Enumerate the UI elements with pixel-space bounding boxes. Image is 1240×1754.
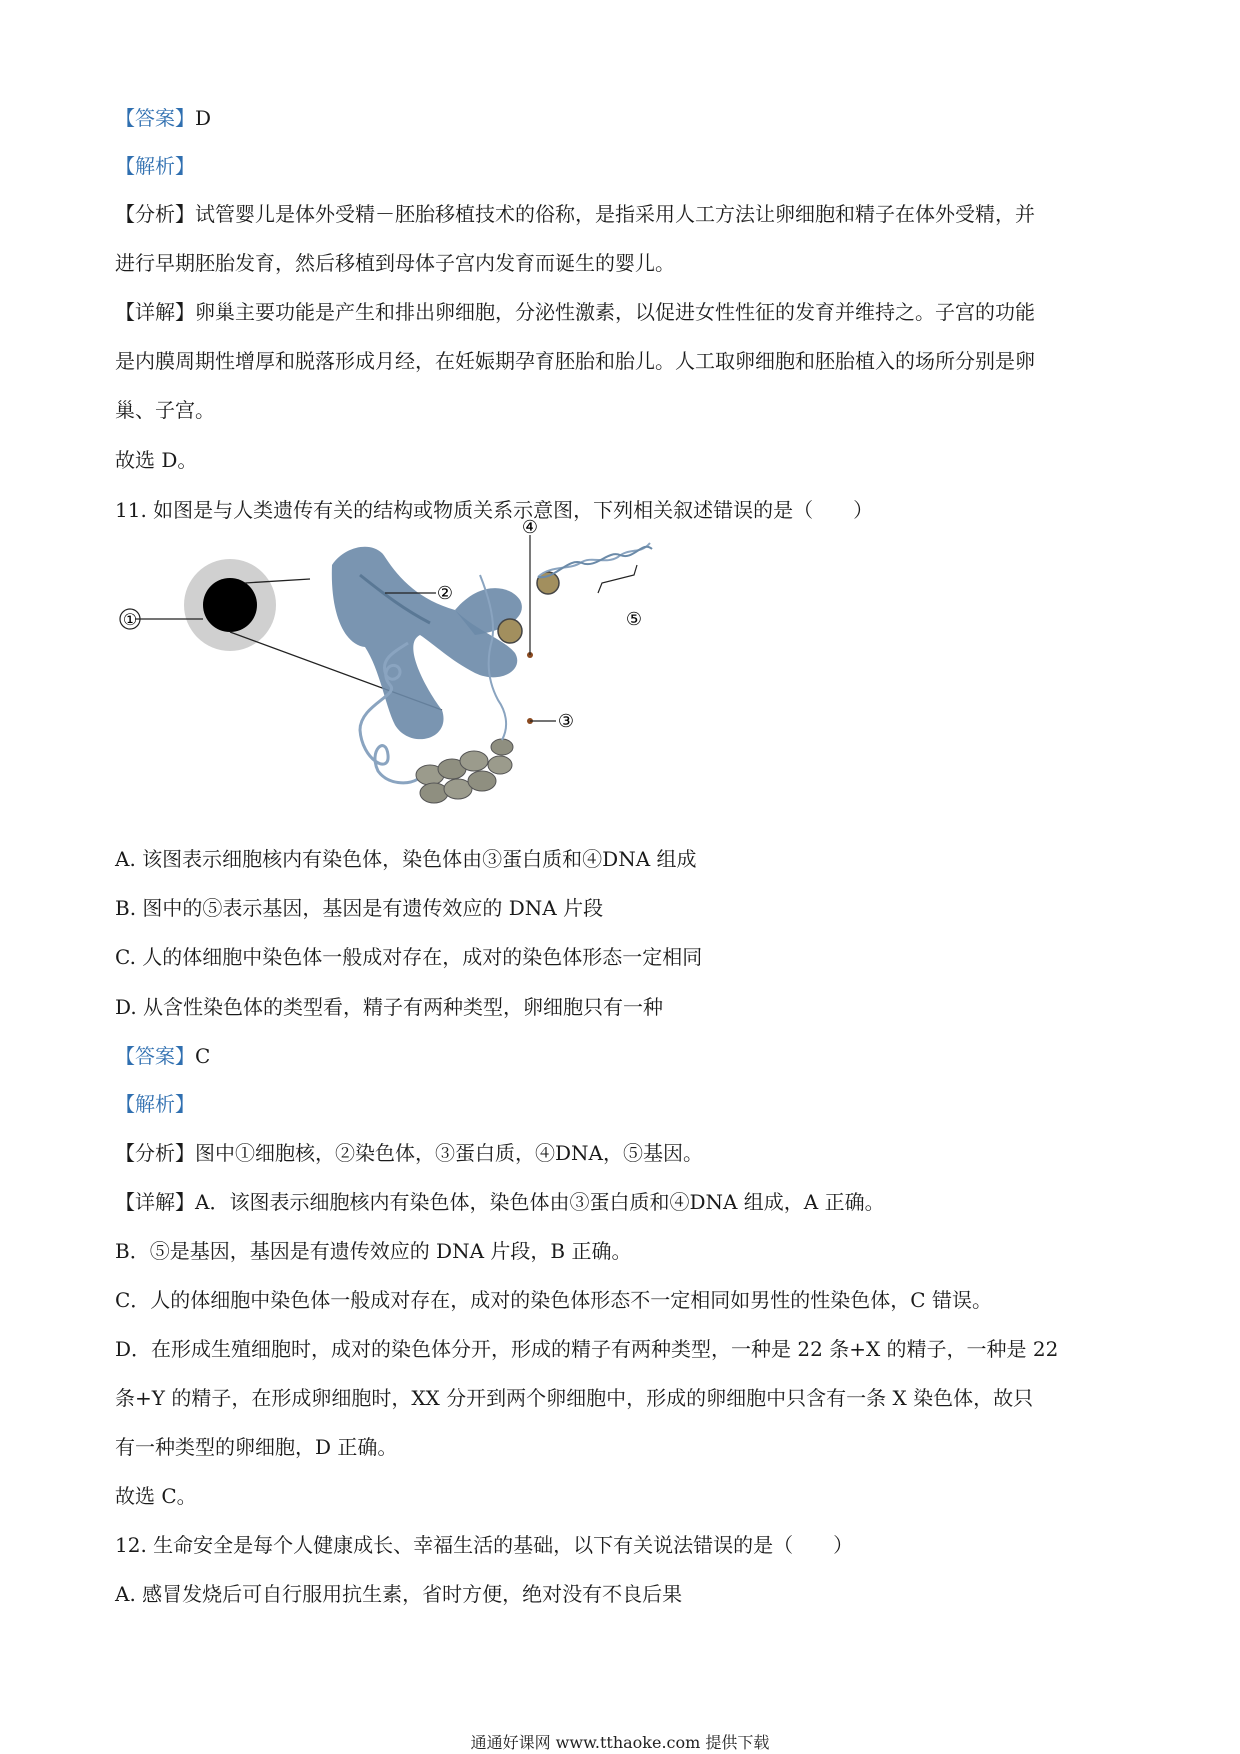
xiangjie-c: C．人的体细胞中染色体一般成对存在，成对的染色体形态不一定相同如男性的性染色体，C 错误。 xyxy=(115,1288,992,1312)
fenxi-text: 试管婴儿是体外受精－胚胎移植技术的俗称，是指采用人工方法让卵细胞和精子在体外受精，并 xyxy=(195,202,1035,226)
fenxi-text: 图中①细胞核，②染色体，③蛋白质，④DNA，⑤基因。 xyxy=(195,1141,703,1165)
xiangjie-text-line2: 是内膜周期性增厚和脱落形成月经，在妊娠期孕育胚胎和胎儿。人工取卵细胞和胚胎植入的场所分别是卵 xyxy=(115,349,1035,373)
xiangjie-d-line3: 有一种类型的卵细胞，D 正确。 xyxy=(115,1435,398,1459)
xiangjie-text-line3: 巢、子宫。 xyxy=(115,398,215,422)
answer-tag: 【答案】 xyxy=(115,1044,195,1068)
xiangjie-line-11 xyxy=(115,1188,1135,1216)
option-a: A. 该图表示细胞核内有染色体，染色体由③蛋白质和④DNA 组成 xyxy=(115,847,697,871)
xiangjie-line-10 xyxy=(115,298,1135,326)
xiangjie-text: 卵巢主要功能是产生和排出卵细胞，分泌性激素，以促进女性性征的发育并维持之。子宫的功能 xyxy=(195,300,1035,324)
conclusion-10: 故选 D。 xyxy=(115,448,198,472)
label-4: ④ xyxy=(521,517,539,538)
answer-tag: 【答案】 xyxy=(115,106,195,130)
answer-line-10 xyxy=(115,104,1135,132)
answer-value: D xyxy=(195,106,212,130)
conclusion-11: 故选 C。 xyxy=(115,1484,197,1508)
jiexi-tag: 【解析】 xyxy=(115,1092,195,1116)
fenxi-line-10 xyxy=(115,200,1135,228)
question-11: 11. 如图是与人类遗传有关的结构或物质关系示意图，下列相关叙述错误的是（ ） xyxy=(115,498,874,522)
page-footer: 通通好课网 www.tthaoke.com 提供下载 xyxy=(470,1733,770,1752)
chromosome xyxy=(332,547,522,739)
label-3: ③ xyxy=(557,711,575,732)
xiangjie-b: B．⑤是基因，基因是有遗传效应的 DNA 片段，B 正确。 xyxy=(115,1239,632,1263)
xiangjie-d-line1: D．在形成生殖细胞时，成对的染色体分开，形成的精子有两种类型，一种是 22 条+X 的精子，一种是 22 xyxy=(115,1337,1059,1361)
jiexi-line-10 xyxy=(115,152,1135,180)
answer-value: C xyxy=(195,1044,211,1068)
fenxi-tag: 【分析】 xyxy=(115,1141,195,1165)
fenxi-text-line2: 进行早期胚胎发育，然后移植到母体子宫内发育而诞生的婴儿。 xyxy=(115,251,675,275)
heredity-diagram xyxy=(122,517,670,825)
option-c: C. 人的体细胞中染色体一般成对存在，成对的染色体形态一定相同 xyxy=(115,945,703,969)
gene-bracket xyxy=(598,565,637,593)
question-12: 12. 生命安全是每个人健康成长、幸福生活的基础，以下有关说法错误的是（ ） xyxy=(115,1533,854,1557)
jiexi-tag: 【解析】 xyxy=(115,154,195,178)
option-b: B. 图中的⑤表示基因，基因是有遗传效应的 DNA 片段 xyxy=(115,896,604,920)
jiexi-line-11 xyxy=(115,1090,1135,1118)
nucleosome-left xyxy=(498,619,522,643)
label-1: ① xyxy=(122,610,138,629)
q12-option-a: A. 感冒发烧后可自行服用抗生素，省时方便，绝对没有不良后果 xyxy=(115,1582,683,1606)
option-d: D. 从含性染色体的类型看，精子有两种类型，卵细胞只有一种 xyxy=(115,995,664,1019)
nucleosome-string xyxy=(416,739,513,803)
xiangjie-a: A．该图表示细胞核内有染色体，染色体由③蛋白质和④DNA 组成，A 正确。 xyxy=(195,1190,885,1214)
label-5: ⑤ xyxy=(625,609,643,630)
xiangjie-tag: 【详解】 xyxy=(115,1190,195,1214)
answer-line-11 xyxy=(115,1042,1135,1070)
xiangjie-d-line2: 条+Y 的精子，在形成卵细胞时，XX 分开到两个卵细胞中，形成的卵细胞中只含有一条 X 染色体，故只 xyxy=(115,1386,1034,1410)
xiangjie-tag: 【详解】 xyxy=(115,300,195,324)
label-2: ② xyxy=(436,583,454,604)
fenxi-line-11 xyxy=(115,1139,1135,1167)
fenxi-tag: 【分析】 xyxy=(115,202,195,226)
cell-nucleus xyxy=(203,578,257,632)
